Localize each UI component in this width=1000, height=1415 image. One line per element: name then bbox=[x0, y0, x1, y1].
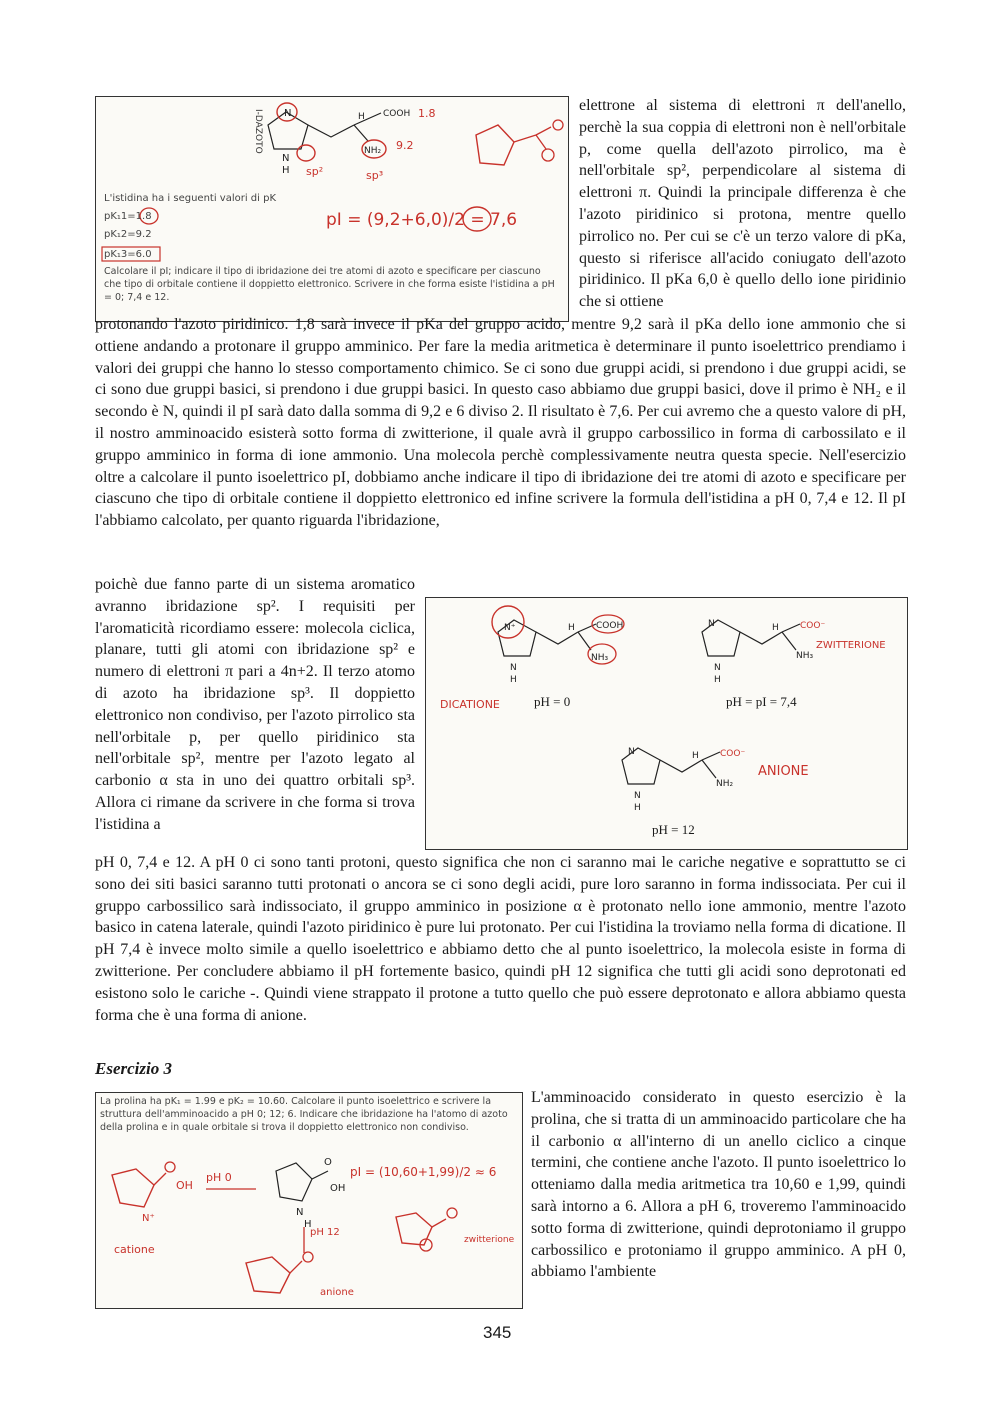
svg-text:NH₂: NH₂ bbox=[364, 146, 382, 156]
svg-text:OH: OH bbox=[176, 1179, 193, 1192]
svg-text:COO⁻: COO⁻ bbox=[720, 749, 746, 759]
label-anion: ANIONE bbox=[758, 764, 809, 779]
proline-question: La prolina ha pK₁ = 1.99 e pK₂ = 10.60. Calcolare il punto isoelettrico e scrivere la struttura dell'amminoacido a pH 0; 12; 6. Indicare che ibridazione ha l'atomo di azoto della prolina e in quale orbitale si trova il doppietto elettronico non condiviso. bbox=[100, 1096, 508, 1133]
svg-text:H: H bbox=[634, 803, 641, 813]
svg-text:N: N bbox=[282, 153, 290, 164]
hand-sp3: sp³ bbox=[366, 169, 384, 182]
svg-text:COOH: COOH bbox=[596, 621, 624, 631]
svg-text:H: H bbox=[510, 675, 517, 685]
svg-text:H: H bbox=[568, 623, 575, 633]
svg-text:N⁺: N⁺ bbox=[142, 1213, 155, 1224]
svg-text:OH: OH bbox=[330, 1183, 346, 1194]
svg-text:COO⁻: COO⁻ bbox=[800, 621, 826, 631]
svg-text:H: H bbox=[358, 112, 365, 122]
svg-text:N: N bbox=[296, 1207, 304, 1218]
paragraph-left-2: poichè due fanno parte di un sistema aromatico avranno ibridazione sp². I requisiti per l'aromaticità ricordiamo essere: molecola ciclica, planare, tutti gli atomi con ibridazione sp² e numero di elettroni π pari a 4n+2. Il terzo atomo di azoto ha ibridazione sp³. Il doppietto elettronico non condiviso, per l'azoto pirrolico sta nell'orbitale p, per quello piridinico sta nell'orbitale sp², mentre per l'azoto legato al carbonio α sta in uno dei quattro orbitali sp³. Allora ci rimane da scrivere in che forma si trova l'istidina a bbox=[95, 576, 415, 833]
svg-text:NH₃: NH₃ bbox=[796, 651, 814, 661]
label-zwitterion: ZWITTERIONE bbox=[816, 640, 886, 651]
hand-ph0: pH 0 bbox=[206, 1171, 232, 1184]
hand-pk1: 1.8 bbox=[418, 107, 436, 120]
histidine-caption-intro: L'istidina ha i seguenti valori di pK bbox=[104, 193, 277, 204]
svg-text:N: N bbox=[708, 619, 715, 629]
svg-text:H: H bbox=[714, 675, 721, 685]
svg-text:NH₂: NH₂ bbox=[716, 779, 734, 789]
histidine-pk2: pK₁2=9.2 bbox=[104, 229, 152, 240]
figure-histidine-pka bbox=[95, 96, 569, 322]
hand-pi-formula: pI = (9,2+6,0)/2 = 7,6 bbox=[326, 210, 518, 230]
svg-text:N: N bbox=[634, 791, 641, 801]
figure-proline bbox=[95, 1092, 523, 1309]
svg-text:O: O bbox=[324, 1157, 332, 1168]
hand-zwitterion: zwitterione bbox=[464, 1235, 515, 1245]
label-ph12: pH = 12 bbox=[652, 822, 695, 837]
histidine-pk3: pK₁3=6.0 bbox=[104, 249, 152, 260]
paragraph-full-2: pH 0, 7,4 e 12. A pH 0 ci sono tanti protoni, questo significa che non ci saranno mai le cariche negative e soprattutto se ci sono dei siti basici saranno tutti protonati o ancora se ci sono degli acidi, pure loro saranno in forma indissociata. Per cui il gruppo carbossilico sarà indissociato, il gruppo amminico in posizione α è protonato nello ione ammonio, mentre l'azoto basico in catena laterale, quindi l'azoto piridinico è pure lui protonato. Per cui l'istidina la troviamo nella forma di dicatione. Il pH 7,4 è invece molto simile a quello isoelettrico e abbiamo detto che al punto isoelettrico, la molecola esiste in forma di zwitterione. Per concludere abbiamo il pH fortemente basico, quindi pH 12 significa che tutti gli acidi sono deprotonati ed esistono solo le cariche -. Quindi viene strappato il protone a tutto quello che può essere deprotonato e allora abbiamo questa forma che è una forma di anione. bbox=[95, 854, 906, 1024]
svg-text:NH₃: NH₃ bbox=[591, 653, 609, 663]
svg-text:N: N bbox=[628, 747, 635, 757]
svg-text:N⁺: N⁺ bbox=[504, 623, 516, 633]
hand-proline-formula: pI = (10,60+1,99)/2 ≈ 6 bbox=[350, 1165, 497, 1179]
svg-text:H: H bbox=[304, 1219, 312, 1230]
paragraph-right-3: L'amminoacido considerato in questo esercizio è la prolina, che si tratta di un amminoacido particolare che ha il carbonio α all'interno di un anello ciclico a cinque termini, che contiene anche l'azoto. Il punto isoelettrico lo otteniamo dalla media aritmetica tra 10,60 e 1,99, quindi sarà intorno a 6. Allora a pH 6, troveremo l'amminoacido sotto forma di zwitterione, quindi deprotoniamo il gruppo carbossilico e protoniamo il gruppo amminico. A pH 0, abbiamo l'ambiente bbox=[531, 1089, 906, 1281]
label-dication: DICATIONE bbox=[440, 698, 500, 711]
svg-text:N: N bbox=[510, 663, 517, 673]
heading-esercizio-3: Esercizio 3 bbox=[95, 1059, 172, 1078]
hand-anione: anione bbox=[320, 1287, 354, 1298]
histidine-forms-drawing bbox=[426, 598, 907, 849]
paragraph-full-1: protonando l'azoto piridinico. 1,8 sarà invece il pKa del gruppo acido, mentre 9,2 sarà il pKa dello ione ammonio che si ottiene andando a protonare il gruppo amminico. Per fare la media aritmetica è determinare il punto isoelettrico prendiamo i valori dei gruppi che hanno lo stesso comportamento chimico. Se ci sono due gruppi acidi, si prendono i due gruppi acidi, se ci sono due gruppi basici, si prendono i due gruppi basici. In questo caso abbiamo due gruppi basici, dove il primo è NH₂ e il secondo è N, quindi il pI sarà dato dalla somma di 9,2 e 6 diviso 2. Il risultato è 7,6. Per cui avremo che a questo valore di pH, il nostro amminoacido esisterà sotto forma di zwitterione, il quale avrà il gruppo carbossilico in forma di carbossilato e il gruppo amminico in forma di ione ammonio. Una molecola perchè complessivamente neutra questa specie. Nell'esercizio oltre a calcolare il punto isoelettrico pI, dobbiamo anche indicare il tipo di ibridazione dei tre atomi di azoto e specificare per ciascuno che tipo di orbitale contiene il doppietto elettronico ed infine scrivere la formula dell'istidina a pH 0, 7,4 e 12. Il pI l'abbiamo calcolato, per quanto riguarda l'ibridazione, bbox=[95, 316, 906, 530]
label-ph74: pH = pI = 7,4 bbox=[726, 694, 797, 709]
svg-text:COOH: COOH bbox=[383, 109, 411, 119]
svg-text:N: N bbox=[284, 108, 292, 119]
svg-text:H: H bbox=[282, 165, 290, 176]
hand-ph12: pH 12 bbox=[310, 1227, 340, 1238]
vertical-label: I-DAZOTO bbox=[253, 109, 263, 154]
histidine-question: Calcolare il pI; indicare il tipo di ibridazione dei tre atomi di azoto e specificare per ciascuno che tipo di orbitale contiene il doppietto elettronico. Scrivere in che forma esiste l'istidina a pH = 0; 7,4 e 12. bbox=[104, 266, 555, 303]
histidine-pk1: pK₁1=1.8 bbox=[104, 211, 152, 222]
svg-text:N: N bbox=[714, 663, 721, 673]
page-number: 345 bbox=[483, 1323, 512, 1342]
svg-text:H: H bbox=[692, 751, 699, 761]
hand-pk2: 9.2 bbox=[396, 139, 414, 152]
hand-sp2: sp² bbox=[306, 165, 324, 178]
svg-text:H: H bbox=[772, 623, 779, 633]
figure-histidine-forms bbox=[425, 597, 908, 850]
hand-catione: catione bbox=[114, 1243, 155, 1256]
paragraph-right-1: elettrone al sistema di elettroni π dell'anello, perchè la sua coppia di elettroni non è nell'orbitale p, come quella dell'azoto pirrolico, ma è nell'orbitale sp², perpendicolare al sistema di elettroni π. Quindi la principale differenza è che l'azoto piridinico si protona, mentre quello pirrolico no. Per cui se c'è un terzo valore di pKa, questo si riferisce all'acido coniugato dell'azoto piridinico. Il pKa 6,0 è quello dello ione piridinio che si ottiene bbox=[579, 97, 906, 311]
label-ph0: pH = 0 bbox=[534, 694, 571, 709]
